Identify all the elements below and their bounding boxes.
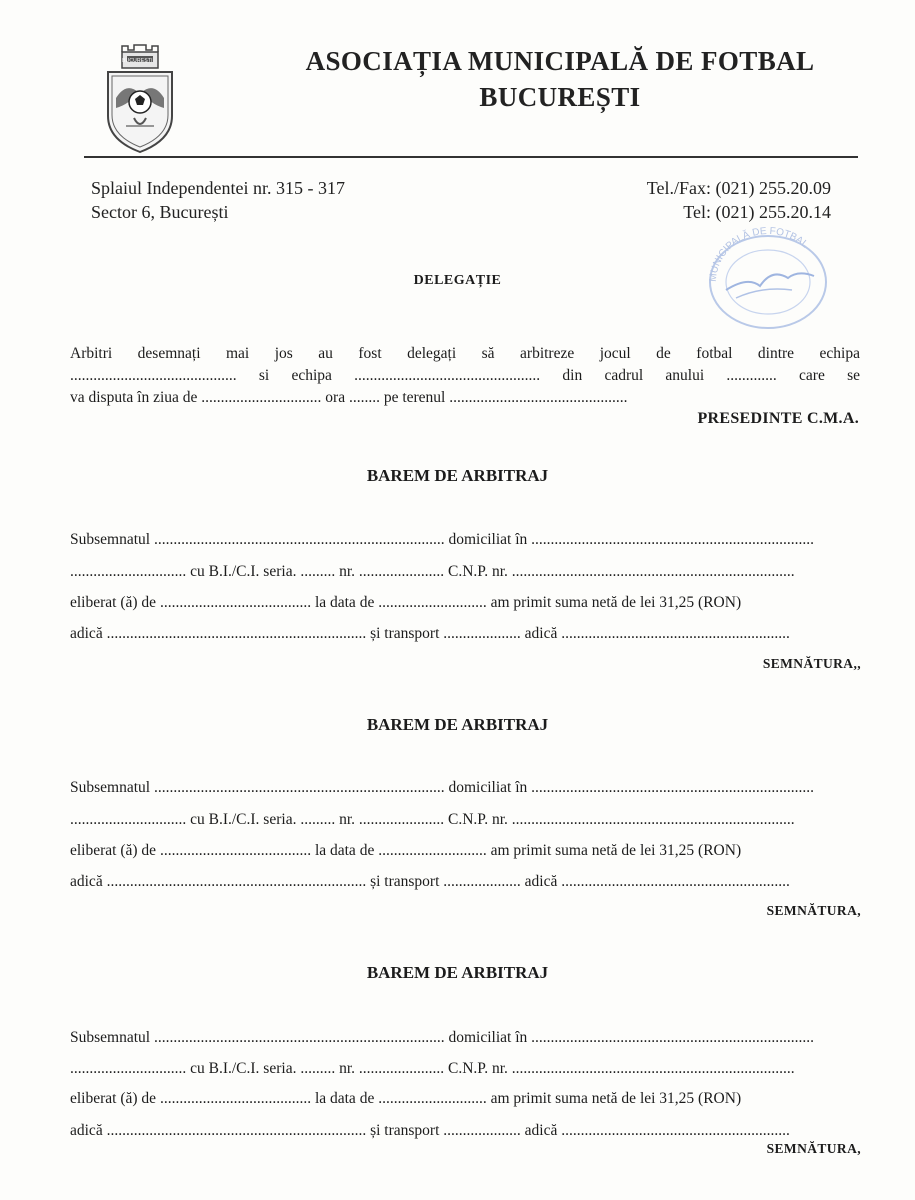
label-transport: și transport bbox=[370, 625, 440, 642]
contact-line: Tel: (021) 255.20.14 bbox=[683, 202, 831, 222]
form-row-name bbox=[70, 1029, 860, 1047]
label-subsemnatul: Subsemnatul bbox=[70, 1029, 151, 1046]
input-series[interactable]: ......... bbox=[300, 811, 336, 828]
label-nr: nr. bbox=[339, 811, 356, 828]
input-date[interactable]: ............................ bbox=[378, 1090, 487, 1107]
input-cnp[interactable]: ......................................................................... bbox=[511, 811, 795, 828]
form-row-issued bbox=[70, 1090, 860, 1108]
form-row-words bbox=[70, 625, 860, 643]
input-prefix[interactable]: .............................. bbox=[70, 811, 187, 828]
form-row-words bbox=[70, 873, 860, 891]
input-number[interactable]: ...................... bbox=[358, 1060, 445, 1077]
input-cnp[interactable]: ......................................................................... bbox=[511, 1060, 795, 1077]
input-address[interactable]: ......................................................................... bbox=[531, 1029, 814, 1046]
address-line: Splaiul Independentei nr. 315 - 317 bbox=[91, 178, 345, 198]
input-name[interactable]: ........................................................................... bbox=[153, 1029, 445, 1046]
label-adica: adică bbox=[524, 873, 558, 890]
barem-title: BAREM DE ARBITRAJ bbox=[366, 715, 549, 734]
barem-title: BAREM DE ARBITRAJ bbox=[366, 466, 549, 485]
form-row-name bbox=[70, 531, 860, 549]
signature-label: SEMNĂTURA, bbox=[766, 903, 861, 918]
delegation-line: va disputa în ziua de ............................... ora ........ pe terenul .............................................. bbox=[70, 389, 628, 406]
label-adica: adică bbox=[70, 1122, 103, 1139]
header-divider bbox=[84, 156, 858, 158]
label-domiciliat: domiciliat în bbox=[448, 531, 528, 548]
stamp-text: MUNICIPALĂ DE FOTBAL bbox=[707, 225, 811, 283]
input-series[interactable]: ......... bbox=[300, 1060, 336, 1077]
input-amount-words[interactable]: ................................................................... bbox=[106, 873, 367, 890]
label-cnp: C.N.P. nr. bbox=[448, 811, 508, 828]
input-issuer[interactable]: ....................................... bbox=[159, 594, 312, 611]
input-transport-words[interactable]: ........................................................... bbox=[561, 873, 790, 890]
label-adica: adică bbox=[524, 1122, 558, 1139]
input-name[interactable]: ........................................................................... bbox=[153, 779, 445, 796]
label-domiciliat: domiciliat în bbox=[448, 779, 528, 796]
input-transport[interactable]: .................... bbox=[443, 625, 521, 642]
contact-block bbox=[647, 176, 831, 224]
label-adica: adică bbox=[70, 873, 103, 890]
label-cu-bi: cu B.I./C.I. seria. bbox=[190, 811, 297, 828]
label-cnp: C.N.P. nr. bbox=[448, 563, 508, 580]
input-series[interactable]: ......... bbox=[300, 563, 336, 580]
form-row-name bbox=[70, 779, 860, 797]
label-la-data: la data de bbox=[314, 842, 375, 859]
organization-title: ASOCIAȚIA MUNICIPALĂ DE FOTBAL bbox=[305, 46, 815, 76]
label-nr: nr. bbox=[339, 1060, 356, 1077]
input-address[interactable]: ......................................................................... bbox=[531, 779, 814, 796]
label-cu-bi: cu B.I./C.I. seria. bbox=[190, 1060, 297, 1077]
crest-label: BUCUREȘTI bbox=[122, 58, 153, 64]
input-issuer[interactable]: ....................................... bbox=[159, 1090, 312, 1107]
label-subsemnatul: Subsemnatul bbox=[70, 779, 151, 796]
label-amount: am primit suma netă de lei 31,25 (RON) bbox=[490, 594, 742, 611]
input-prefix[interactable]: .............................. bbox=[70, 1060, 187, 1077]
input-transport[interactable]: .................... bbox=[443, 873, 521, 890]
input-name[interactable]: ........................................................................... bbox=[153, 531, 445, 548]
label-eliberat: eliberat (ă) de bbox=[70, 1090, 157, 1107]
input-transport[interactable]: .................... bbox=[443, 1122, 521, 1139]
signature-label: SEMNĂTURA,, bbox=[762, 656, 861, 671]
label-transport: și transport bbox=[370, 1122, 440, 1139]
delegation-title: DELEGAȚIE bbox=[413, 273, 502, 288]
label-domiciliat: domiciliat în bbox=[448, 1029, 528, 1046]
input-number[interactable]: ...................... bbox=[358, 811, 445, 828]
delegation-line: Arbitri desemnați mai jos au fost delegați să arbitreze jocul de fotbal dintre echipa bbox=[70, 345, 860, 362]
form-row-id bbox=[70, 1060, 860, 1078]
delegation-line: ........................................... si echipa ................................................ din cadrul anului ............. care se bbox=[70, 367, 860, 384]
input-number[interactable]: ...................... bbox=[358, 563, 445, 580]
label-adica: adică bbox=[70, 625, 103, 642]
label-amount: am primit suma netă de lei 31,25 (RON) bbox=[490, 842, 742, 859]
label-adica: adică bbox=[524, 625, 558, 642]
address-block bbox=[91, 176, 345, 224]
label-eliberat: eliberat (ă) de bbox=[70, 842, 157, 859]
barem-title: BAREM DE ARBITRAJ bbox=[366, 963, 549, 982]
input-transport-words[interactable]: ........................................................... bbox=[561, 1122, 790, 1139]
president-signature: PRESEDINTE C.M.A. bbox=[697, 410, 859, 427]
input-date[interactable]: ............................ bbox=[378, 594, 487, 611]
input-amount-words[interactable]: ................................................................... bbox=[106, 1122, 367, 1139]
label-cnp: C.N.P. nr. bbox=[448, 1060, 508, 1077]
input-issuer[interactable]: ....................................... bbox=[159, 842, 312, 859]
delegation-paragraph bbox=[70, 343, 860, 409]
label-la-data: la data de bbox=[314, 594, 375, 611]
input-amount-words[interactable]: ................................................................... bbox=[106, 625, 367, 642]
label-cu-bi: cu B.I./C.I. seria. bbox=[190, 563, 297, 580]
form-row-id bbox=[70, 811, 860, 829]
signature-label: SEMNĂTURA, bbox=[766, 1141, 861, 1156]
label-subsemnatul: Subsemnatul bbox=[70, 531, 151, 548]
label-amount: am primit suma netă de lei 31,25 (RON) bbox=[490, 1090, 742, 1107]
form-row-issued bbox=[70, 842, 860, 860]
organization-city: BUCUREȘTI bbox=[479, 82, 641, 112]
address-line: Sector 6, București bbox=[91, 202, 229, 222]
form-row-words bbox=[70, 1122, 860, 1140]
form-row-issued bbox=[70, 594, 860, 612]
input-cnp[interactable]: ......................................................................... bbox=[511, 563, 795, 580]
label-la-data: la data de bbox=[314, 1090, 375, 1107]
form-row-id bbox=[70, 563, 860, 581]
input-prefix[interactable]: .............................. bbox=[70, 563, 187, 580]
input-transport-words[interactable]: ........................................................... bbox=[561, 625, 790, 642]
label-nr: nr. bbox=[339, 563, 356, 580]
label-transport: și transport bbox=[370, 873, 440, 890]
input-address[interactable]: ......................................................................... bbox=[531, 531, 814, 548]
contact-line: Tel./Fax: (021) 255.20.09 bbox=[646, 178, 831, 198]
input-date[interactable]: ............................ bbox=[378, 842, 487, 859]
label-eliberat: eliberat (ă) de bbox=[70, 594, 157, 611]
